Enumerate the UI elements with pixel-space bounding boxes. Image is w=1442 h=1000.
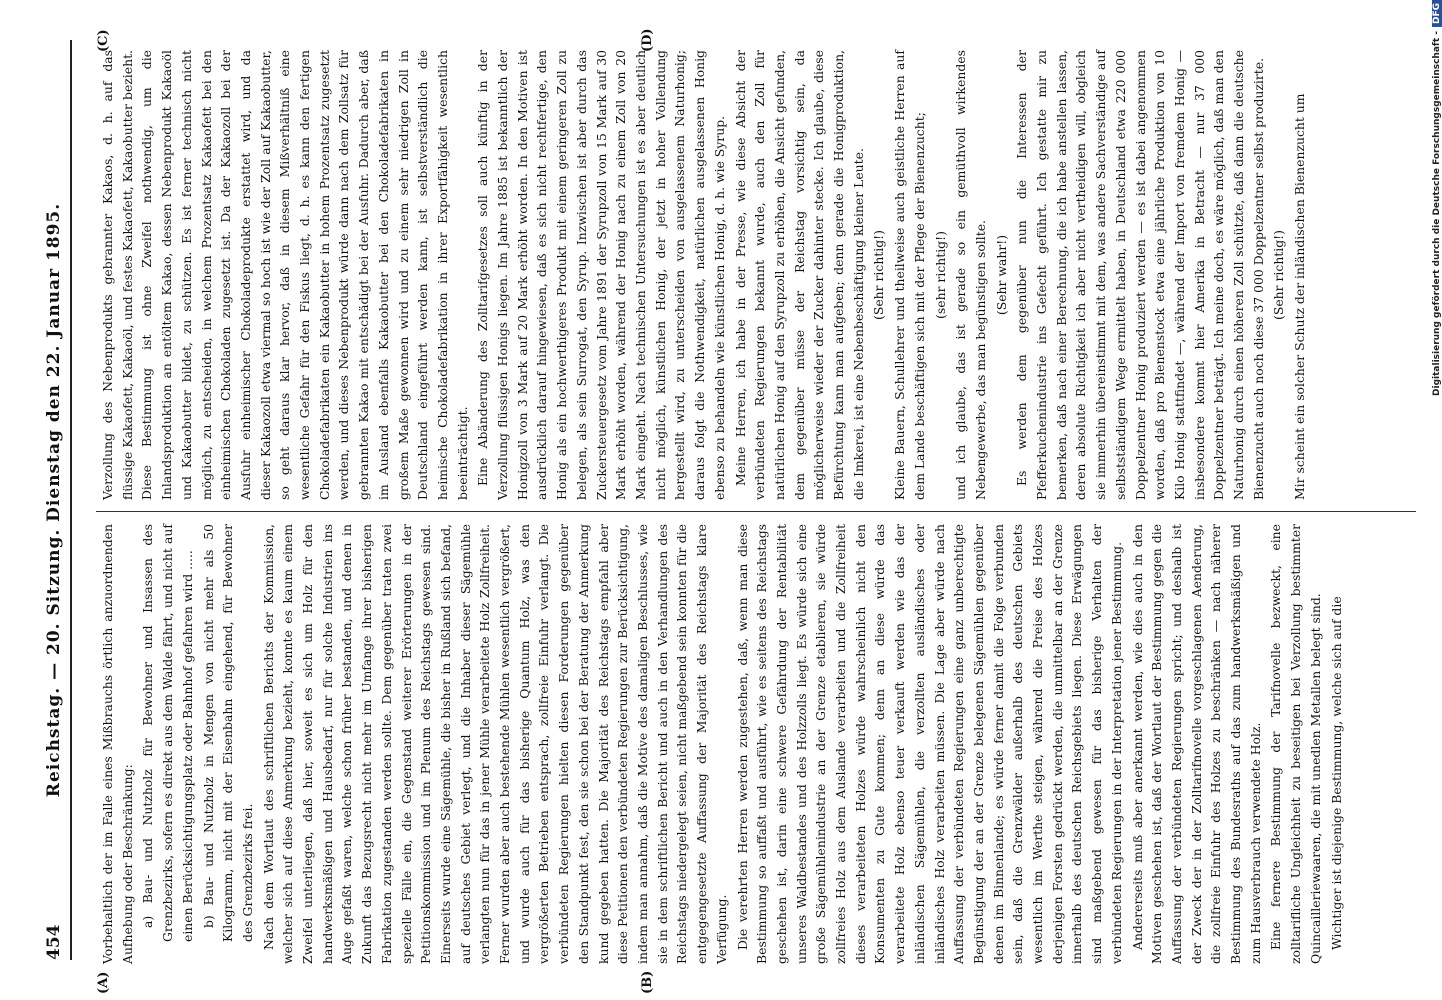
credit-text: Digitalisierung gefördert durch die Deutsche Forschungsgemeinschaft -	[1432, 31, 1442, 396]
margin-mark-b: (B)	[640, 970, 655, 994]
margin-mark-c: (C)	[96, 29, 111, 52]
margin-mark-d: (D)	[640, 28, 655, 52]
paragraph: Kleine Bauern, Schullehrer und theilweise auch geistliche Herren auf dem Lande beschäftigen sich mit der Pflege der Bienenzucht;	[892, 50, 927, 500]
paragraph: Meine Herren, ich habe in der Presse, wie diese Absicht der verbündeten Regierungen bekannt wurde, auch den Zoll für natürlichen Honig auf den Syrupzoll zu erhöhen, die Ansicht gefunden, dem gegenüber müsse der Reichstag vorsichtig sein, da möglicherweise wieder der Zucker dahinter stecke. Ich glaube, diese Befürchtung kann man aufgeben; denn gerade die Honigproduktion, die Imkerei, ist eine Nebenbeschäftigung kleiner Leute.	[732, 50, 866, 500]
column-separator	[96, 511, 1416, 512]
right-column	[98, 50, 1418, 500]
paragraph: Eine fernere Bestimmung der Tarifnovelle bezweckt, eine zolltarifliche Ungleichheit zu beseitigen bei Verzollung bestimmter Quincailleriewaaren, die mit unedlen Metallen belegt sind.	[1268, 524, 1323, 964]
paragraph: Die verehrten Herren werden zugestehen, daß, wenn man diese Bestimmung so auffaßt und ausführt, wie es seitens des Reichstags geschehen ist, darin eine schwere Gefährdung der Rentabilität unseres Waldbestandes und des Holzzolls liegt. Es würde sich eine große Sägemühlenindustrie an der Grenze etablieren, sie würde zollfreies Holz aus dem Auslande verarbeiten und die Zollfreiheit dieses verarbeiteten Holzes würde wahrscheinlich nicht den Konsumenten zu Gute kommen; denn an diese würde das verarbeitete Holz ebenso teuer verkauft werden wie das der inländischen Sägemühlen, die verzollten ausländisches oder inländisches Holz verarbeiten müssen. Die Lage aber würde nach Auffassung der verbündeten Regierungen eine ganz unberechtigte Begünstigung der an der Grenze belegenen Sägemühlen gegenüber denen im Binnenlande; es würde ferner damit die Folge verbunden sein, daß die Grenzwälder außerhalb des deutschen Gebiets wesentlich im Werthe steigen, während die Preise des Holzes derjenigen Forsten gedrückt werden, die unmittelbar an der Grenze innerhalb des deutschen Reichsgebiets liegen. Diese Erwägungen sind maßgebend gewesen für das bisherige Verhalten der verbündeten Regierungen in der Interpretation jener Bestimmung.	[734, 524, 1124, 964]
left-column	[98, 524, 1418, 964]
list-item: a) Bau- und Nutzholz für Bewohner und Insassen des Grenzbezirks, sofern es direkt aus dem Walde fährt, und nicht auf einen Berücksichtigungsplatz oder Bahnhof gefahren wird .....	[140, 524, 195, 942]
header-rule	[70, 40, 72, 960]
page-title: Reichstag. — 20. Sitzung. Dienstag den 22. Januar 1895.	[44, 202, 64, 798]
list-item: b) Bau- und Nutzholz in Mengen von nicht mehr als 50 Kilogramm, nicht mit der Eisenbahn eingehend, für Bewohner des Grenzbezirks frei.	[200, 524, 255, 942]
paragraph: Wichtiger ist diejenige Bestimmung, welche sich auf die	[1328, 596, 1344, 950]
page-header	[44, 40, 66, 960]
paragraph: Andererseits muß aber anerkannt werden, wie dies auch in den Motiven geschehen ist, daß der Wortlaut der Bestimmung gegen die Auffassung der verbündeten Regierungen spricht; und deshalb ist der Zweck der in der Zolltarifnovelle vorgeschlagenen Aenderung, die zollfreie Einfuhr des Holzes zu beschränken — nach näherer Bestimmung des Bundesraths auf das zum handwerksmäßigen und zum Hausverbrauch verwendete Holz.	[1129, 524, 1263, 964]
page-number: 454	[44, 924, 64, 960]
interjection: (Sehr richtig!)	[871, 230, 887, 320]
paragraph: Mir scheint ein solcher Schutz der inländischen Bienenzucht um	[1292, 93, 1308, 500]
paragraph: Es werden dem gegenüber nun die Interessen der Pfefferkuchenindustrie ins Gefecht geführt. Ich gestatte mir zu bemerken, daß nach einer Berechnung, die ich habe anstellen lassen, deren absolute Richtigkeit ich aber nicht vertheidigen will, obgleich sie immerhin übereinstimmt mit dem, was andere Sachverständige auf selbstständigem Wege ermittelt haben, in Deutschland etwa 220 000 Doppelzentner Honig produziert werden — es ist dabei angenommen worden, daß pro Bienenstock etwa eine jährliche Produktion von 10 Kilo Honig stattfindet —, während der Import von fremdem Honig — insbesondere kommt hier Amerika in Betracht — nur 37 000 Doppelzentner beträgt. Ich meine doch, es wäre möglich, daß man den Naturhonig durch einen höheren Zoll schützte, daß dann die deutsche Bienenzucht auch noch diese 37 000 Doppelzentner selbst produzirte.	[1014, 50, 1266, 500]
dfg-logo: DFG	[1432, 0, 1442, 27]
paragraph: und ich glaube, das ist gerade so ein gemüthvoll wirkendes Nebengewerbe, das man begünstigen sollte.	[953, 50, 988, 500]
interjection: (sehr richtig!)	[932, 231, 948, 319]
paragraph: Vorbehaltlich der im Falle eines Mißbrauchs örtlich anzuordnenden Aufhebung oder Beschränkung:	[100, 524, 135, 964]
paragraph: Nach dem Wortlaut des schriftlichen Berichts der Kommission, welcher sich auf diese Anmerkung bezieht, konnte es kaum einem Zweifel unterliegen, daß hier, soweit es sich um Holz für den handwerksmäßigen und Hausbedarf, nur für solche Industrien ins Auge gefaßt waren, welche schon früher bestanden, und denen in Zukunft das Bezugsrecht nicht mehr im Umfange ihrer bisherigen Fabrikation zugestanden werden sollte. Dem gegenüber traten zwei spezielle Fälle ein, die Gegenstand weiterer Erörterungen in der Petitionskommission und im Plenum des Reichstags gewesen sind. Einerseits wurde eine Sägemühle, die bisher in Rußland sich befand, auf deutsches Gebiet verlegt, und die Inhaber dieser Sägemühle verlangten nun für das in jener Mühle verarbeitete Holz Zollfreiheit. Ferner wurden aber auch bestehende Mühlen wesentlich vergrößert, und wurde auch für das bisherige Quantum Holz, was den vergrößerten Betrieben entsprach, zollfreie Einfuhr verlangt. Die verbündeten Regierungen hielten diesen Forderungen gegenüber den Standpunkt fest, den sie schon bei der Beratung der Anmerkung kund gegeben hatten. Die Majorität des Reichstags empfahl aber diese Petitionen den verbündeten Regierungen zur Berücksichtigung, indem man annahm, daß die Motive des damaligen Beschlusses, wie sie in dem schriftlichen Bericht und auch in den Verhandlungen des Reichstags niedergelegt seien, nicht maßgebend sein konnten für die entgegengesetzte Auffassung der Majorität des Reichstags klare Verfügung.	[260, 524, 729, 964]
digitization-credit	[1432, 0, 1442, 396]
paragraph: Verzollung des Nebenprodukts gebrannter Kakaos, d. h. auf das flüssige Kakaofett, Kakaoöl, und festes Kakaofett, Kakaobutter bezieht. Diese Bestimmung ist ohne Zweifel nothwendig, um die Inlandsproduktion an entöltem Kakao, dessen Nebenprodukt Kakaoöl und Kakaobutter bildet, zu schützen. Es ist ferner technisch nicht möglich, zu entscheiden, in welchem Prozentsatz Kakaofett bei den einheimischen Chokoladen zugesetzt ist. Da der Kakaozoll bei der Ausfuhr einheimischer Chokoladeprodukte erstattet wird, und da dieser Kakaozoll etwa viermal so hoch ist wie der Zoll auf Kakaobutter, so geht daraus klar hervor, daß in diesem Mißverhältniß eine wesentliche Gefahr für den Fiskus liegt, d. h. es kann den fertigen Chokoladefabrikaten ein Kakaobutter in hohem Prozentsatz zugesetzt werden, und dieses Nebenprodukt würde dann nach dem Zollsatz für gebrannten Kakao mit entschädigt bei der Ausfuhr. Dadurch aber, daß im Ausland ebenfalls Kakaobutter bei den Chokoladefabrikaten in großem Maße gewonnen wird und zu einem sehr niedrigen Zoll in Deutschland eingeführt werden kann, ist selbstverständlich die heimische Chokoladefabrikation in ihrer Exportfähigkeit wesentlich beeinträchtigt.	[100, 50, 470, 500]
interjection: (Sehr wahr!)	[993, 234, 1009, 316]
margin-mark-a: (A)	[96, 971, 111, 994]
paragraph: Eine Abänderung des Zolltarifgesetzes soll auch künftig in der Verzollung flüssigen Honigs liegen. Im Jahre 1885 ist bekanntlich der Honigzoll von 3 Mark auf 20 Mark erhöht worden. In den Motiven ist ausdrücklich darauf hingewiesen, daß es sich nicht rechtfertige, den Honig als ein hochwerthigeres Produkt mit einem geringeren Zoll zu belegen, als sein Surrogat, den Syrup. Inzwischen ist aber durch das Zuckersteuergesetz vom Jahre 1891 der Syrupzoll von 15 Mark auf 30 Mark erhöht worden, während der Honig nach zu einem Zoll von 20 Mark eingeht. Nach technischen Untersuchungen ist es aber deutlich nicht möglich, künstlichen Honig, der jetzt in hoher Vollendung hergestellt wird, zu unterscheiden von ausgelassenem Naturhonig; daraus folgt die Nothwendigkeit, natürlichen ausgelassenen Honig ebenso zu behandeln wie künstlichen Honig, d. h. wie Syrup.	[475, 50, 727, 500]
interjection: (Sehr richtig!)	[1271, 230, 1287, 320]
